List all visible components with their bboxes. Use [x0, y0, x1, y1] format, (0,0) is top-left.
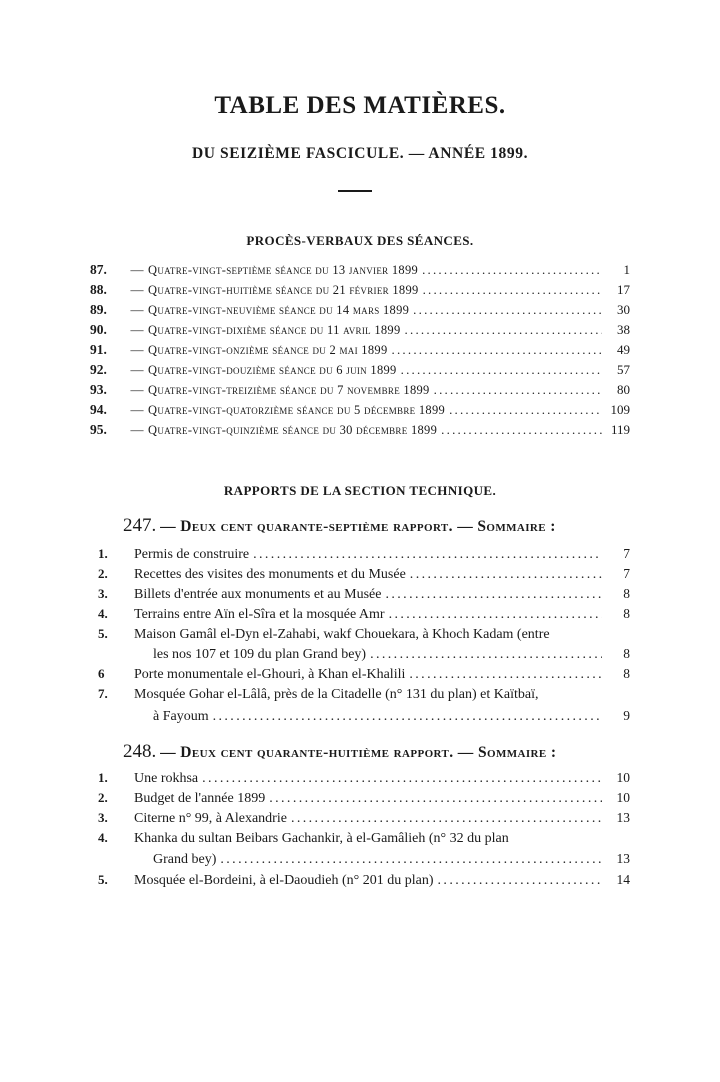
entry-text: Quatre-vingt-onzième séance du 2 mai 1899 — [148, 343, 388, 357]
title-rule — [338, 190, 372, 192]
item-page: 13 — [616, 810, 630, 825]
dot-leader — [441, 422, 602, 438]
item-number: 5. — [98, 626, 108, 641]
entry-number: 87. — [90, 262, 107, 277]
item-number: 4. — [98, 830, 108, 845]
item-text: Khanka du sultan Beibars Gachankir, à el-Gamâlieh (n° 32 du plan — [134, 831, 509, 846]
entry-text: Quatre-vingt-neuvième séance du 14 mars 1899 — [148, 303, 410, 317]
pv-entry: 88. — Quatre-vingt-huitième séance du 21 février 1899 ..... 17 — [90, 282, 630, 302]
pv-entry: 90. — Quatre-vingt-dixième séance du 11 avril 1899 ..... 38 — [90, 322, 630, 342]
item-text: Terrains entre Aïn el-Sîra et la mosquée Amr — [134, 607, 385, 622]
item-page: 10 — [616, 790, 630, 805]
report-248-heading — [123, 741, 633, 763]
item-text: Billets d'entrée aux monuments et au Musée — [134, 587, 382, 602]
item-page: 8 — [623, 586, 630, 601]
item-text: Maison Gamâl el-Dyn el-Zahabi, wakf Chouekara, à Khoch Kadam (entre — [134, 627, 550, 642]
item-number: 7. — [98, 686, 108, 701]
dot-leader — [434, 382, 602, 398]
report-title: — Deux cent quarante-huitième rapport. — Sommaire : — [160, 744, 557, 761]
item-number: 3. — [98, 586, 108, 601]
pv-entry: 93. — Quatre-vingt-treizième séance du 7 novembre 1899 ..... 80 — [90, 382, 630, 402]
item-page: 8 — [623, 606, 630, 621]
dot-leader — [392, 342, 602, 358]
summary-item — [98, 872, 630, 892]
item-page: 9 — [623, 708, 630, 723]
entry-number: 92. — [90, 362, 107, 377]
item-text: Une rokhsa — [134, 771, 199, 786]
entry-number: 91. — [90, 342, 107, 357]
entry-text: Quatre-vingt-dixième séance du 11 avril 1899 — [148, 323, 401, 337]
item-page: 8 — [623, 666, 630, 681]
item-text: Permis de construire — [134, 547, 250, 562]
item-page: 8 — [623, 646, 630, 661]
entry-page: 17 — [617, 282, 630, 297]
item-page: 13 — [616, 851, 630, 866]
summary-item — [98, 606, 630, 626]
item-number: 1. — [98, 770, 108, 785]
entry-text: Quatre-vingt-treizième séance du 7 novembre 1899 — [148, 383, 430, 397]
dot-leader — [401, 362, 602, 378]
summary-item — [98, 566, 630, 586]
item-text: les nos 107 et 109 du plan Grand bey) — [153, 647, 367, 662]
summary-item — [98, 830, 630, 850]
item-text: Budget de l'année 1899 — [134, 791, 266, 806]
item-text: Citerne n° 99, à Alexandrie — [134, 811, 287, 826]
report-number: 247. — [123, 515, 157, 536]
pv-entry: 91. — Quatre-vingt-onzième séance du 2 mai 1899 ..... 49 — [90, 342, 630, 362]
summary-item — [98, 666, 630, 686]
report-title: — Deux cent quarante-septième rapport. — Sommaire : — [160, 518, 556, 535]
item-page: 7 — [623, 546, 630, 561]
rapports-section-heading: RAPPORTS DE LA SECTION TECHNIQUE. — [223, 483, 497, 498]
dot-leader — [213, 709, 602, 725]
summary-item-continuation — [98, 708, 630, 728]
item-number: 5. — [98, 872, 108, 887]
summary-item — [98, 586, 630, 606]
dot-leader — [385, 587, 602, 603]
item-text: Mosquée Gohar el-Lâlâ, près de la Citadelle (n° 131 du plan) et Kaïtbaï, — [134, 687, 539, 702]
item-number: 1. — [98, 546, 108, 561]
item-number: 4. — [98, 606, 108, 621]
entry-number: 94. — [90, 402, 107, 417]
item-number: 3. — [98, 810, 108, 825]
dot-leader — [409, 667, 602, 683]
dot-leader — [423, 282, 602, 298]
entry-number: 89. — [90, 302, 107, 317]
dot-leader — [220, 852, 602, 868]
page-title: TABLE DES MATIÈRES. — [214, 92, 506, 119]
entry-page: 1 — [623, 262, 630, 277]
report-number: 248. — [123, 741, 157, 762]
item-number: 2. — [98, 790, 108, 805]
item-text: Mosquée el-Bordeini, à el-Daoudieh (n° 201 du plan) — [134, 873, 434, 888]
entry-number: 88. — [90, 282, 107, 297]
dot-leader — [253, 547, 602, 563]
summary-item — [98, 626, 630, 646]
dot-leader — [410, 567, 602, 583]
summary-item — [98, 790, 630, 810]
entry-text: Quatre-vingt-douzième séance du 6 juin 1899 — [148, 363, 397, 377]
dot-leader — [405, 322, 602, 338]
pv-section-heading: PROCÈS-VERBAUX DES SÉANCES. — [246, 233, 474, 248]
item-text: Grand bey) — [153, 852, 217, 867]
entry-page: 57 — [617, 362, 630, 377]
summary-item — [98, 810, 630, 830]
entry-number: 90. — [90, 322, 107, 337]
entry-page: 109 — [610, 402, 630, 417]
pv-entry: 95. — Quatre-vingt-quinzième séance du 30 décembre 1899 ..... 119 — [90, 422, 630, 442]
pv-entry: 89. — Quatre-vingt-neuvième séance du 14 mars 1899 ..... 30 — [90, 302, 630, 322]
entry-text: Quatre-vingt-huitième séance du 21 février 1899 — [148, 283, 419, 297]
item-text: Recettes des visites des monuments et du Musée — [134, 567, 406, 582]
item-number: 2. — [98, 566, 108, 581]
dot-leader — [449, 402, 602, 418]
entry-page: 80 — [617, 382, 630, 397]
dot-leader — [269, 791, 602, 807]
entry-text: Quatre-vingt-septième séance du 13 janvier 1899 — [148, 263, 419, 277]
item-text: Porte monumentale el-Ghouri, à Khan el-Khalili — [134, 667, 406, 682]
item-page: 10 — [616, 770, 630, 785]
summary-item — [98, 546, 630, 566]
dot-leader — [291, 811, 602, 827]
pv-entry: 92. — Quatre-vingt-douzième séance du 6 juin 1899 ..... 57 — [90, 362, 630, 382]
item-number: 6 — [98, 666, 105, 681]
dot-leader — [438, 873, 602, 889]
entry-text: Quatre-vingt-quinzième séance du 30 décembre 1899 — [148, 423, 438, 437]
entry-number: 93. — [90, 382, 107, 397]
item-page: 7 — [623, 566, 630, 581]
summary-item-continuation — [98, 646, 630, 666]
entry-page: 49 — [617, 342, 630, 357]
dot-leader — [202, 771, 602, 787]
page-subtitle: DU SEIZIÈME FASCICULE. — ANNÉE 1899. — [191, 145, 529, 162]
entry-page: 30 — [617, 302, 630, 317]
report-247-heading — [123, 515, 633, 537]
entry-page: 119 — [610, 422, 630, 437]
summary-item — [98, 686, 630, 706]
entry-page: 38 — [617, 322, 630, 337]
summary-item-continuation — [98, 851, 630, 871]
entry-number: 95. — [90, 422, 107, 437]
dot-leader — [422, 262, 602, 278]
dot-leader — [389, 607, 602, 623]
pv-entry: 94. — Quatre-vingt-quatorzième séance du 5 décembre 1899 ..... 109 — [90, 402, 630, 422]
dot-leader — [370, 647, 602, 663]
entry-text: Quatre-vingt-quatorzième séance du 5 décembre 1899 — [148, 403, 446, 417]
item-text: à Fayoum — [153, 709, 209, 724]
item-page: 14 — [616, 872, 630, 887]
dot-leader — [413, 302, 602, 318]
pv-entry: 87. — Quatre-vingt-septième séance du 13 janvier 1899 ..... 1 — [90, 262, 630, 282]
summary-item — [98, 770, 630, 790]
